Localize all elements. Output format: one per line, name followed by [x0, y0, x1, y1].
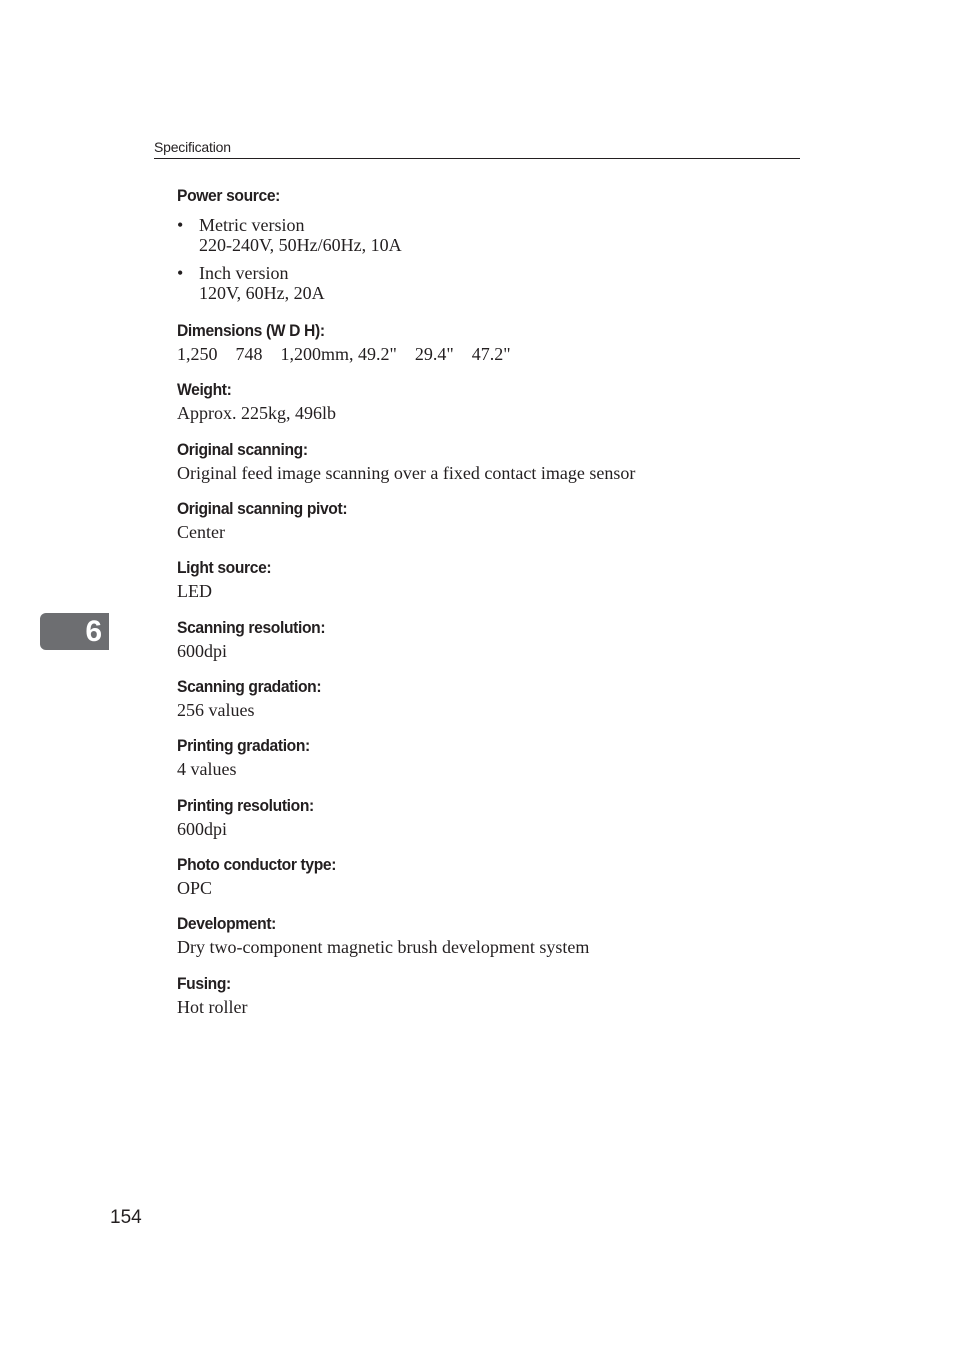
spec-original-scanning — [177, 440, 635, 483]
spec-value: 1,250 748 1,200mm, 49.2" 29.4" 47.2" — [177, 344, 511, 364]
spec-weight — [177, 380, 336, 423]
spec-development — [177, 914, 589, 957]
spec-value: 600dpi — [177, 641, 228, 661]
spec-label: Printing gradation: — [177, 736, 310, 755]
spec-value: Original feed image scanning over a fixed contact image sensor — [177, 463, 636, 483]
list-item-detail: 220-240V, 50Hz/60Hz, 10A — [199, 235, 402, 255]
list-item — [177, 263, 402, 303]
spec-scanning-gradation — [177, 677, 334, 720]
spec-printing-gradation — [177, 736, 321, 779]
spec-label: Photo conductor type: — [177, 855, 337, 874]
spec-scanning-resolution — [177, 618, 338, 661]
list-item-detail: 120V, 60Hz, 20A — [199, 283, 325, 303]
spec-light-source — [177, 558, 279, 601]
power-source-list — [177, 215, 402, 303]
spec-label: Scanning resolution: — [177, 618, 326, 637]
spec-fusing — [177, 974, 247, 1017]
spec-label: Original scanning: — [177, 440, 308, 459]
bullet-icon: • — [177, 215, 184, 235]
spec-value: Dry two-component magnetic brush development system — [177, 937, 590, 957]
spec-value: OPC — [177, 878, 213, 898]
spec-label: Scanning gradation: — [177, 677, 322, 696]
spec-label: Light source: — [177, 558, 272, 577]
spec-original-scanning-pivot — [177, 499, 362, 542]
spec-label: Printing resolution: — [177, 796, 314, 815]
spec-value: 600dpi — [177, 819, 228, 839]
spec-value: 4 values — [177, 759, 237, 779]
spec-value: Center — [177, 522, 225, 542]
spec-value: Hot roller — [177, 997, 248, 1017]
spec-dimensions — [177, 321, 511, 364]
spec-value: 256 values — [177, 700, 255, 720]
spec-label: Development: — [177, 914, 277, 933]
spec-label: Dimensions (W D H): — [177, 321, 325, 340]
spec-power-source — [177, 186, 402, 311]
list-item-title: Metric version — [199, 215, 305, 235]
spec-label: Fusing: — [177, 974, 231, 993]
spec-label: Original scanning pivot: — [177, 499, 348, 518]
spec-label: Weight: — [177, 380, 232, 399]
spec-printing-resolution — [177, 796, 326, 839]
spec-value: LED — [177, 581, 212, 601]
bullet-icon: • — [177, 263, 184, 283]
running-head: Specification — [154, 139, 231, 155]
spec-value: Approx. 225kg, 496lb — [177, 403, 336, 423]
spec-photo-conductor-type — [177, 855, 350, 898]
list-item-title: Inch version — [199, 263, 289, 283]
header-rule — [154, 158, 800, 159]
spec-label: Power source: — [177, 186, 280, 205]
page-number: 154 — [110, 1207, 142, 1228]
chapter-tab: 6 — [40, 613, 109, 650]
list-item — [177, 215, 402, 255]
